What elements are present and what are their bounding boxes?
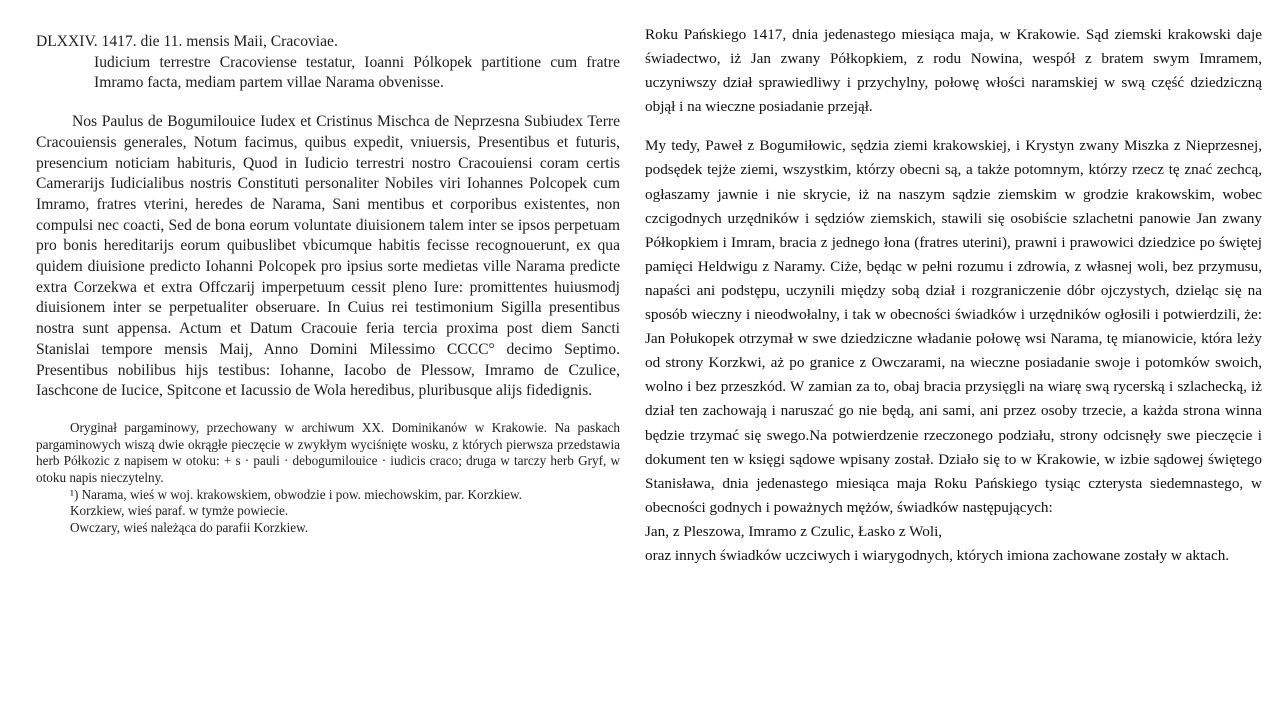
footnote-owczary: Owczary, wieś należąca do parafii Korzkiew. [70, 520, 309, 536]
document-summary: Iudicium terrestre Cracoviense testatur, Ioanni Pólkopek partitione cum fratre Imramo facta, mediam partem villae Narama obvenisse. [94, 53, 620, 92]
footnote-narama: ¹) Narama, wieś w woj. krakowskiem, obwodzie i pow. miechowskim, par. Korzkiew. [70, 486, 522, 502]
translation-paragraph-body: My tedy, Paweł z Bogumiłowic, sędzia ziemi krakowskiej, i Krystyn zwany Miszka z Nieprzesnej, podsędek tejże ziemi, wszystkim, którzy obecni są, a także potomnym, którzy rzecz tę znać zechcą, ogłaszamy jawnie i nie skrycie, iż na naszym sądzie ziemskim w grodzie krakowskim, wobec czcigodnych urzędników i sędziów ziemskich, stawili się osobiście szlachetni panowie Jan zwany Półkopkiem i Imram, bracia z jednego łona (fratres uterini), prawni i prawowici dziedzice po świętej pamięci Heldwigu z Naramy. Ciże, będąc w pełni rozumu i zdrowia, z własnej woli, bez przymusu, napaści ani podstępu, uczynili między sobą dział i rozgraniczenie dóbr ojczystych, dzieląc się na sposób wieczny i nieodwołalny, i tak w obecności świadków i urzędników ogłosili i potwierdzili, że: Jan Połukopek otrzymał w swe dziedziczne władanie połowę wsi Narama, tę mianowicie, która leży od strony Korzkwi, aż po granice z Owczarami, na wieczne posiadanie swoje i potomków swoich, wolno i bez przeszkód. W zamian za to, obaj bracia przysięgli na wiarę swą rycerską i szlachecką, iż dział ten zachowają i naruszać go nie będą, ani sami, ani przez osoby trzecie, a każda strona winna będzie trzymać się swego.Na potwierdzenie rzeczonego podziału, strony odcisnęły swe pieczęcie i dokument ten w księgi sądowe wpisany został. Działo się to w Krakowie, w izbie sądowej świętego Stanisława, dnia jedenastego miesiąca maja Roku Pańskiego tysiąc czterysta siedemnastego, w obecności godnych i poważnych mężów, świadków następujących: [645, 137, 1262, 516]
latin-source-text [36, 32, 620, 537]
document-body-latin: Nos Paulus de Bogumilouice Iudex et Cristinus Mischca de Neprzesna Subiudex Terre Cracouiensis generales, Notum facimus, quibus expedit, vniuersis, Presentibus et futuris, presencium noticiam habituris, Quod in Iudicio terrestri nostro Cracouiensi coram certis Camerarijs Iudicialibus nostris Constituti personaliter Nobiles viri Iohannes Polcopek cum Imramo, fratres vterini, heredes de Narama, Sani mentibus et corporibus existentes, non compulsi nec coacti, Sed de bona eorum voluntate diuisionem talem inter se ipsos perpetuam pro bonis hereditarijs eorum quibuslibet vbicumque habitis fecisse recognouerunt, ex qua quidem diuisione predicto Iohanni Polcopek pro ipsius sorte medietas ville Narama predicte extra Corzekwa et extra Offczarij imperpetuum cessit pleno Iure: promittentes huiusmodj diuisionem inter se perpetualiter obseruare. In Cuius rei testimonium Sigilla presentibus nostra sunt appensa. Actum et Datum Cracouie feria tercia proxima post diem Sancti Stanislai tempore mensis Maij, Anno Domini Milessimo CCCC° decimo Septimo. Presentibus nobilibus hijs testibus: Iohanne, Iacobo de Plessow, Imramo de Czulice, Iaschcone de Iucice, Spitcone et Iacussio de Wola heredibus, pluribusque alijs fidedignis. [36, 113, 620, 400]
note-original-parchment: Oryginał pargaminowy, przechowany w archiwum XX. Dominikanów w Krakowie. Na paskach pargaminowych wiszą dwie okrągłe pieczęcie w zwykłym wyciśnięte wosku, z których pierwsza przedstawia herb Półkozic z napisem w otoku: + s · pauli · debogumilouice · iudicis craco; druga w tarczy herb Gryf, w otoku napis nieczytelny. [36, 419, 620, 486]
polish-translation [645, 23, 1262, 568]
translation-paragraph-summary: Roku Pańskiego 1417, dnia jedenastego miesiąca maja, w Krakowie. Sąd ziemski krakowski daje świadectwo, iż Jan zwany Półkopkiem, z rodu Nowina, wespół z bratem swym Imramem, uczyniwszy dział sprawiedliwy i przychylny, połowę włości naramskiej w swą część dziedziczną objął i na wieczne posiadanie przejął. [645, 26, 1262, 116]
translation-witnesses: Jan, z Pleszowa, Imramo z Czulic, Łasko z Woli, [645, 522, 943, 540]
document-heading: DLXXIV. 1417. die 11. mensis Maii, Cracoviae. [36, 33, 338, 50]
editorial-notes [36, 420, 620, 537]
footnote-korzkiew: Korzkiew, wieś paraf. w tymże powiecie. [70, 503, 289, 519]
translation-closing: oraz innych świadków uczciwych i wiarygodnych, których imiona zachowane zostały w aktach. [645, 546, 1230, 564]
